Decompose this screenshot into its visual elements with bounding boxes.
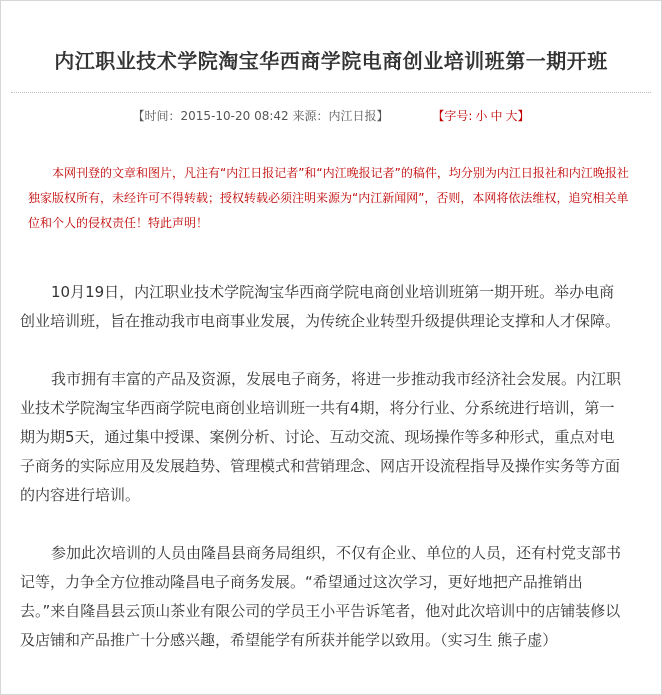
font-size-label: 【字号: <box>432 109 473 123</box>
time-label: 【时间： <box>132 109 181 123</box>
publish-time: 2015-10-20 08:42 <box>180 109 289 123</box>
font-small-button[interactable]: 小 <box>475 109 488 123</box>
paragraph: 参加此次培训的人员由隆昌县商务局组织，不仅有企业、单位的人员，还有村党支部书记等，力争全方位推动隆昌电子商务发展。“希望通过这次学习，更好地把产品推销出去。”来自隆昌县云顶山茶业有限公司的学员王小平告诉笔者，他对此次培训中的店铺装修以及店铺和产品推广十分感兴趣，希望能学有所获并能学以致用。（实习生 熊子虚） <box>20 544 622 649</box>
article-body <box>20 278 628 684</box>
font-medium-button[interactable]: 中 <box>490 109 503 123</box>
font-large-button[interactable]: 大 <box>505 109 518 123</box>
source-value: 内江日报 <box>328 109 377 123</box>
article-meta <box>1 107 661 124</box>
title-divider <box>11 92 651 93</box>
paragraph: 我市拥有丰富的产品及资源，发展电子商务，将进一步推动我市经济社会发展。内江职业技术学院淘宝华西商学院电商创业培训班一共有4期，将分行业、分系统进行培训，第一期为期5天，通过集中授课、案例分析、讨论、互动交流、现场操作等多种形式，重点对电子商务的实际应用及发展趋势、管理模式和营销理念、网店开设流程指导及操作实务等方面的内容进行培训。 <box>20 370 622 504</box>
paragraph: 10月19日，内江职业技术学院淘宝华西商学院电商创业培训班第一期开班。举办电商创业培训班，旨在推动我市电商事业发展，为传统企业转型升级提供理论支撑和人才保障。 <box>20 283 621 330</box>
article-title: 内江职业技术学院淘宝华西商学院电商创业培训班第一期开班 <box>54 49 608 73</box>
source-label: 来源： <box>292 109 329 123</box>
copyright-notice: 本网刊登的文章和图片，凡注有“内江日报记者”和“内江晚报记者”的稿件，均分别为内江日报社和内江晚报社独家版权所有，未经许可不得转载；授权转载必须注明来源为“内江新闻网”，否则，本网将依法维权，追究相关单位和个人的侵权责任！特此声明！ <box>28 166 629 230</box>
meta-close: 】 <box>376 109 389 123</box>
font-size-control <box>432 109 529 123</box>
font-size-close: 】 <box>517 109 530 123</box>
